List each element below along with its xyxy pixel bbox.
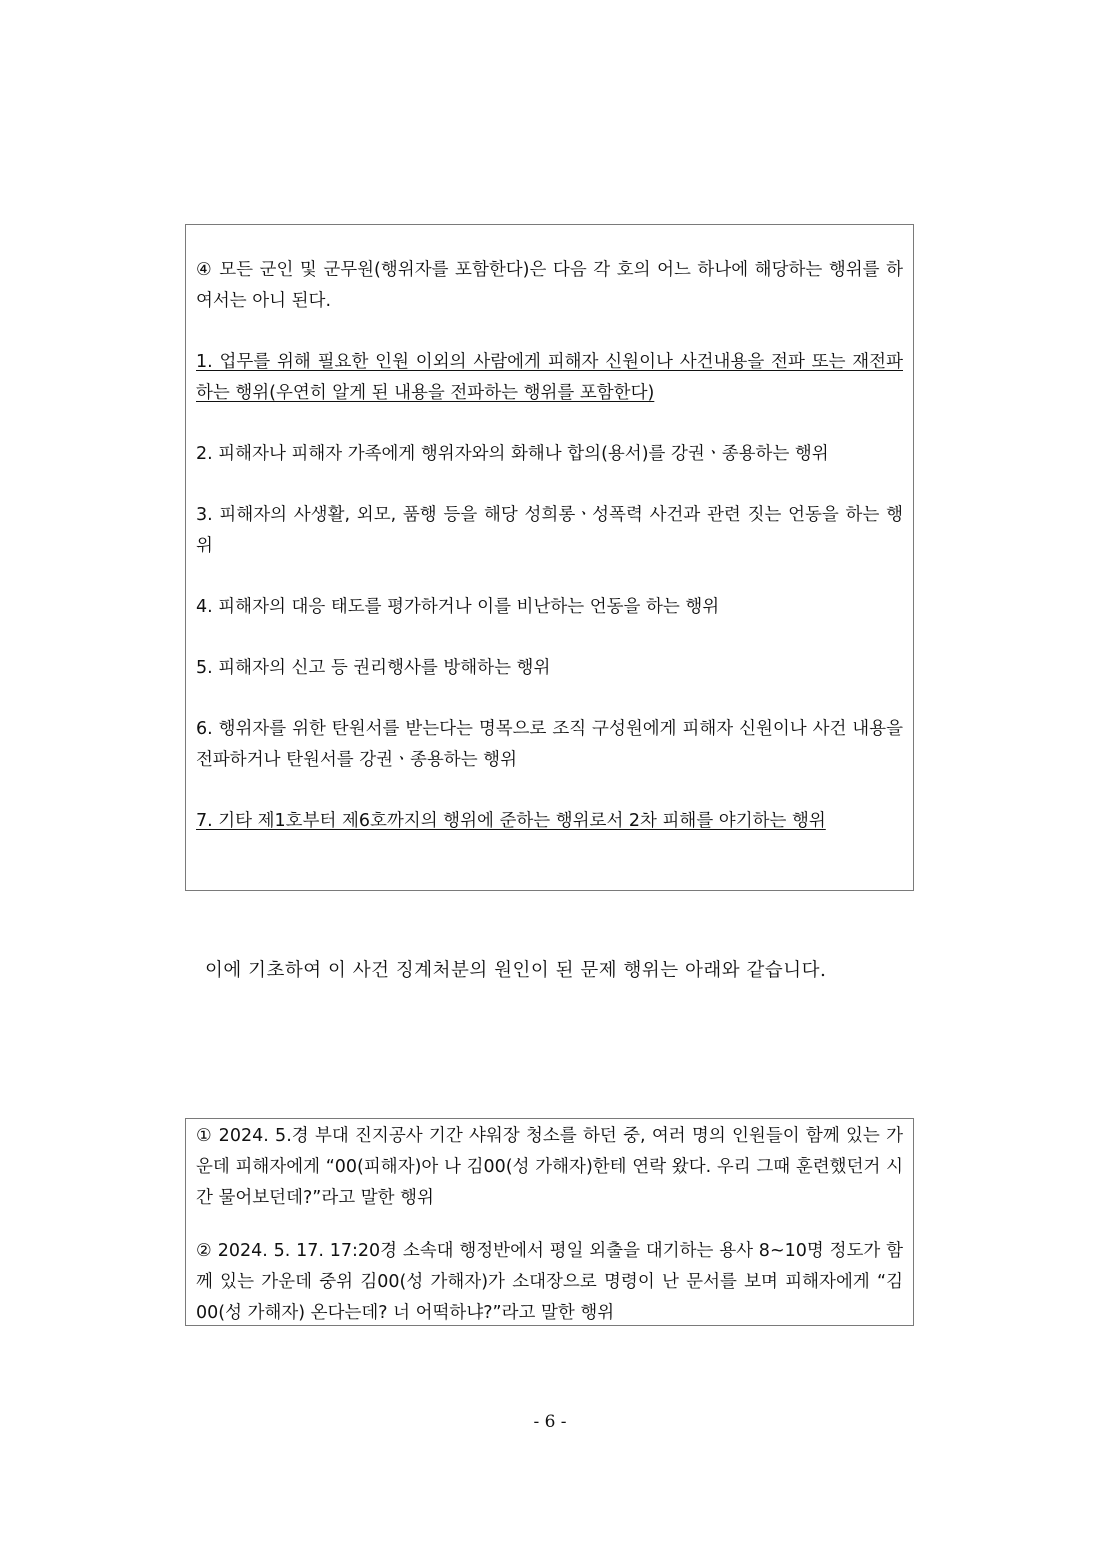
- regulation-quote-box: [185, 224, 914, 891]
- regulation-item-4: 4. 피해자의 대응 태도를 평가하거나 이를 비난하는 언동을 하는 행위: [196, 597, 720, 617]
- conduct-item-1: ① 2024. 5.경 부대 진지공사 기간 샤워장 청소를 하던 중, 여러 명의 인원들이 함께 있는 가운데 피해자에게 “00(피해자)아 나 김00(성 가해자)한테 연락 왔다. 우리 그때 훈련했던거 시간 물어보던데?”라고 말한 행위: [196, 1126, 903, 1208]
- regulation-item-3: 3. 피해자의 사생활, 외모, 품행 등을 해당 성희롱ㆍ성폭력 사건과 관련 짓는 언동을 하는 행위: [196, 505, 903, 556]
- regulation-item-7: 7. 기타 제1호부터 제6호까지의 행위에 준하는 행위로서 2차 피해를 야기하는 행위: [196, 811, 826, 831]
- regulation-item-6: 6. 행위자를 위한 탄원서를 받는다는 명목으로 조직 구성원에게 피해자 신원이나 사건 내용을 전파하거나 탄원서를 강권ㆍ종용하는 행위: [196, 719, 903, 770]
- conduct-item-2: ② 2024. 5. 17. 17:20경 소속대 행정반에서 평일 외출을 대기하는 용사 8~10명 정도가 함께 있는 가운데 중위 김00(성 가해자)가 소대장으로 명령이 난 문서를 보며 피해자에게 “김00(성 가해자) 온다는데? 너 어떡하냐?”라고 말한 행위: [196, 1241, 903, 1323]
- page-number: - 6 -: [533, 1412, 567, 1432]
- regulation-intro: ④ 모든 군인 및 군무원(행위자를 포함한다)은 다음 각 호의 어느 하나에 해당하는 행위를 하여서는 아니 된다.: [196, 260, 903, 311]
- conduct-quote-box: [185, 1118, 914, 1326]
- regulation-item-1: 1. 업무를 위해 필요한 인원 이외의 사람에게 피해자 신원이나 사건내용을 전파 또는 재전파 하는 행위(우연히 알게 된 내용을 전파하는 행위를 포함한다): [196, 352, 903, 403]
- regulation-item-5: 5. 피해자의 신고 등 권리행사를 방해하는 행위: [196, 658, 551, 678]
- regulation-item-2: 2. 피해자나 피해자 가족에게 행위자와의 화해나 합의(용서)를 강권ㆍ종용하는 행위: [196, 444, 829, 464]
- body-paragraph: 이에 기초하여 이 사건 징계처분의 원인이 된 문제 행위는 아래와 같습니다.: [205, 960, 827, 981]
